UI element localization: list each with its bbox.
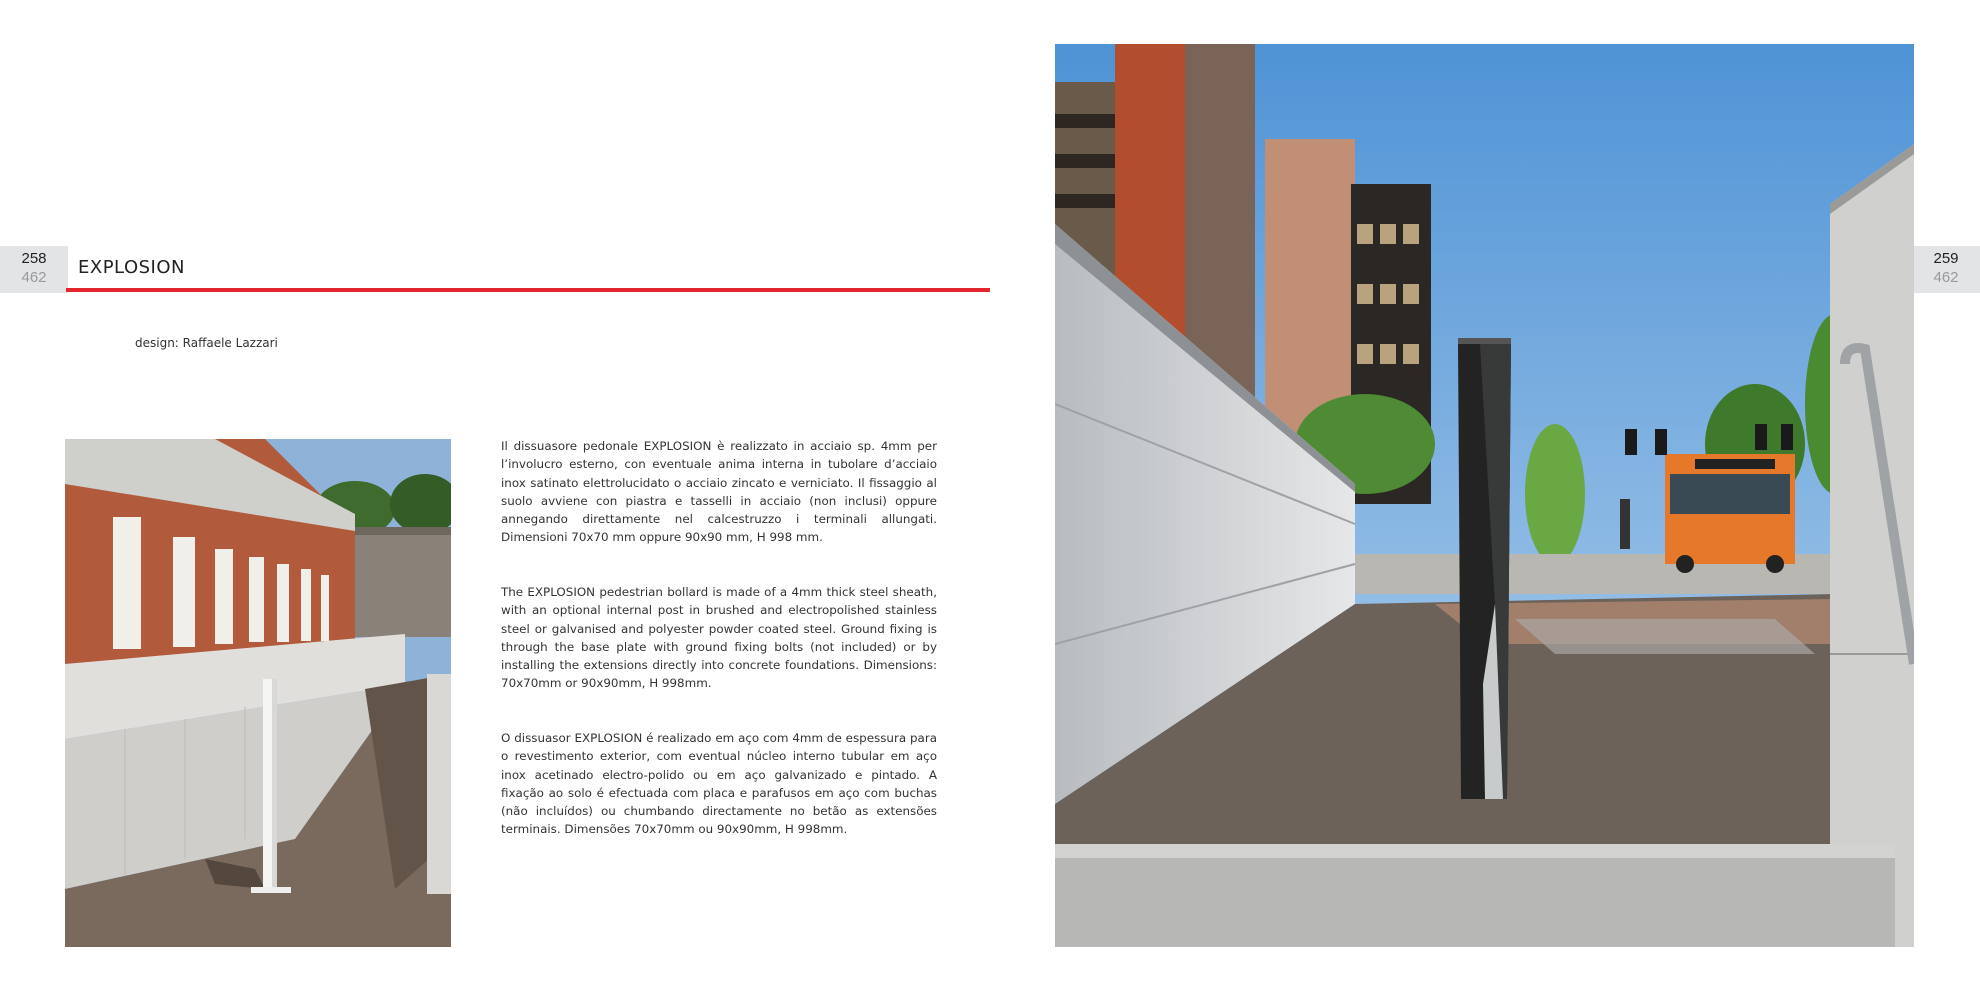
title-rule <box>66 288 990 292</box>
product-photo-street <box>1055 44 1914 947</box>
design-credit: design: Raffaele Lazzari <box>135 336 278 350</box>
product-title: EXPLOSION <box>78 257 185 278</box>
page-number-right <box>1912 246 1980 293</box>
product-photo-ramp <box>65 439 451 947</box>
description-english: The EXPLOSION pedestrian bollard is made of a 4mm thick steel sheath, with an optional internal post in brushed and electropolished stainless steel or galvanised and polyester powder coated steel. Ground fixing is through the base plate with ground fixing bolts (not included) or by installing the extensions directly into concrete foundations. Dimensions: 70x70mm or 90x90mm, H 998mm. <box>501 585 937 691</box>
description-portuguese: O dissuasor EXPLOSION é realizado em aço com 4mm de espessura para o revestimento exterior, com eventual núcleo interno tubular em aço inox acetinado electro-polido ou em aço galvanizado e pintado. A fixação ao solo é efectuada com placa e parafusos em aço com buchas (não incluídos) ou chumbando directamente no betão as extensões terminais. Dimensões 70x70mm ou 90x90mm, H 998mm. <box>501 731 937 837</box>
description-italian: Il dissuasore pedonale EXPLOSION è realizzato in acciaio sp. 4mm per l’involucro esterno, con eventuale anima interna in tubolare d’acciaio inox satinato elettrolucidato o acciaio zincato e verniciato. Il fissaggio al suolo avviene con piastra e tasselli in acciaio (non inclusi) oppure annegando direttamente nel calcestruzzo i terminali allungati. Dimensioni 70x70 mm oppure 90x90 mm, H 998 mm. <box>501 439 937 545</box>
page-number-left <box>0 246 68 293</box>
page-number: 258 <box>21 250 47 267</box>
page-total: 462 <box>21 269 47 286</box>
page-total: 462 <box>1933 269 1959 286</box>
page-number: 259 <box>1933 250 1959 267</box>
